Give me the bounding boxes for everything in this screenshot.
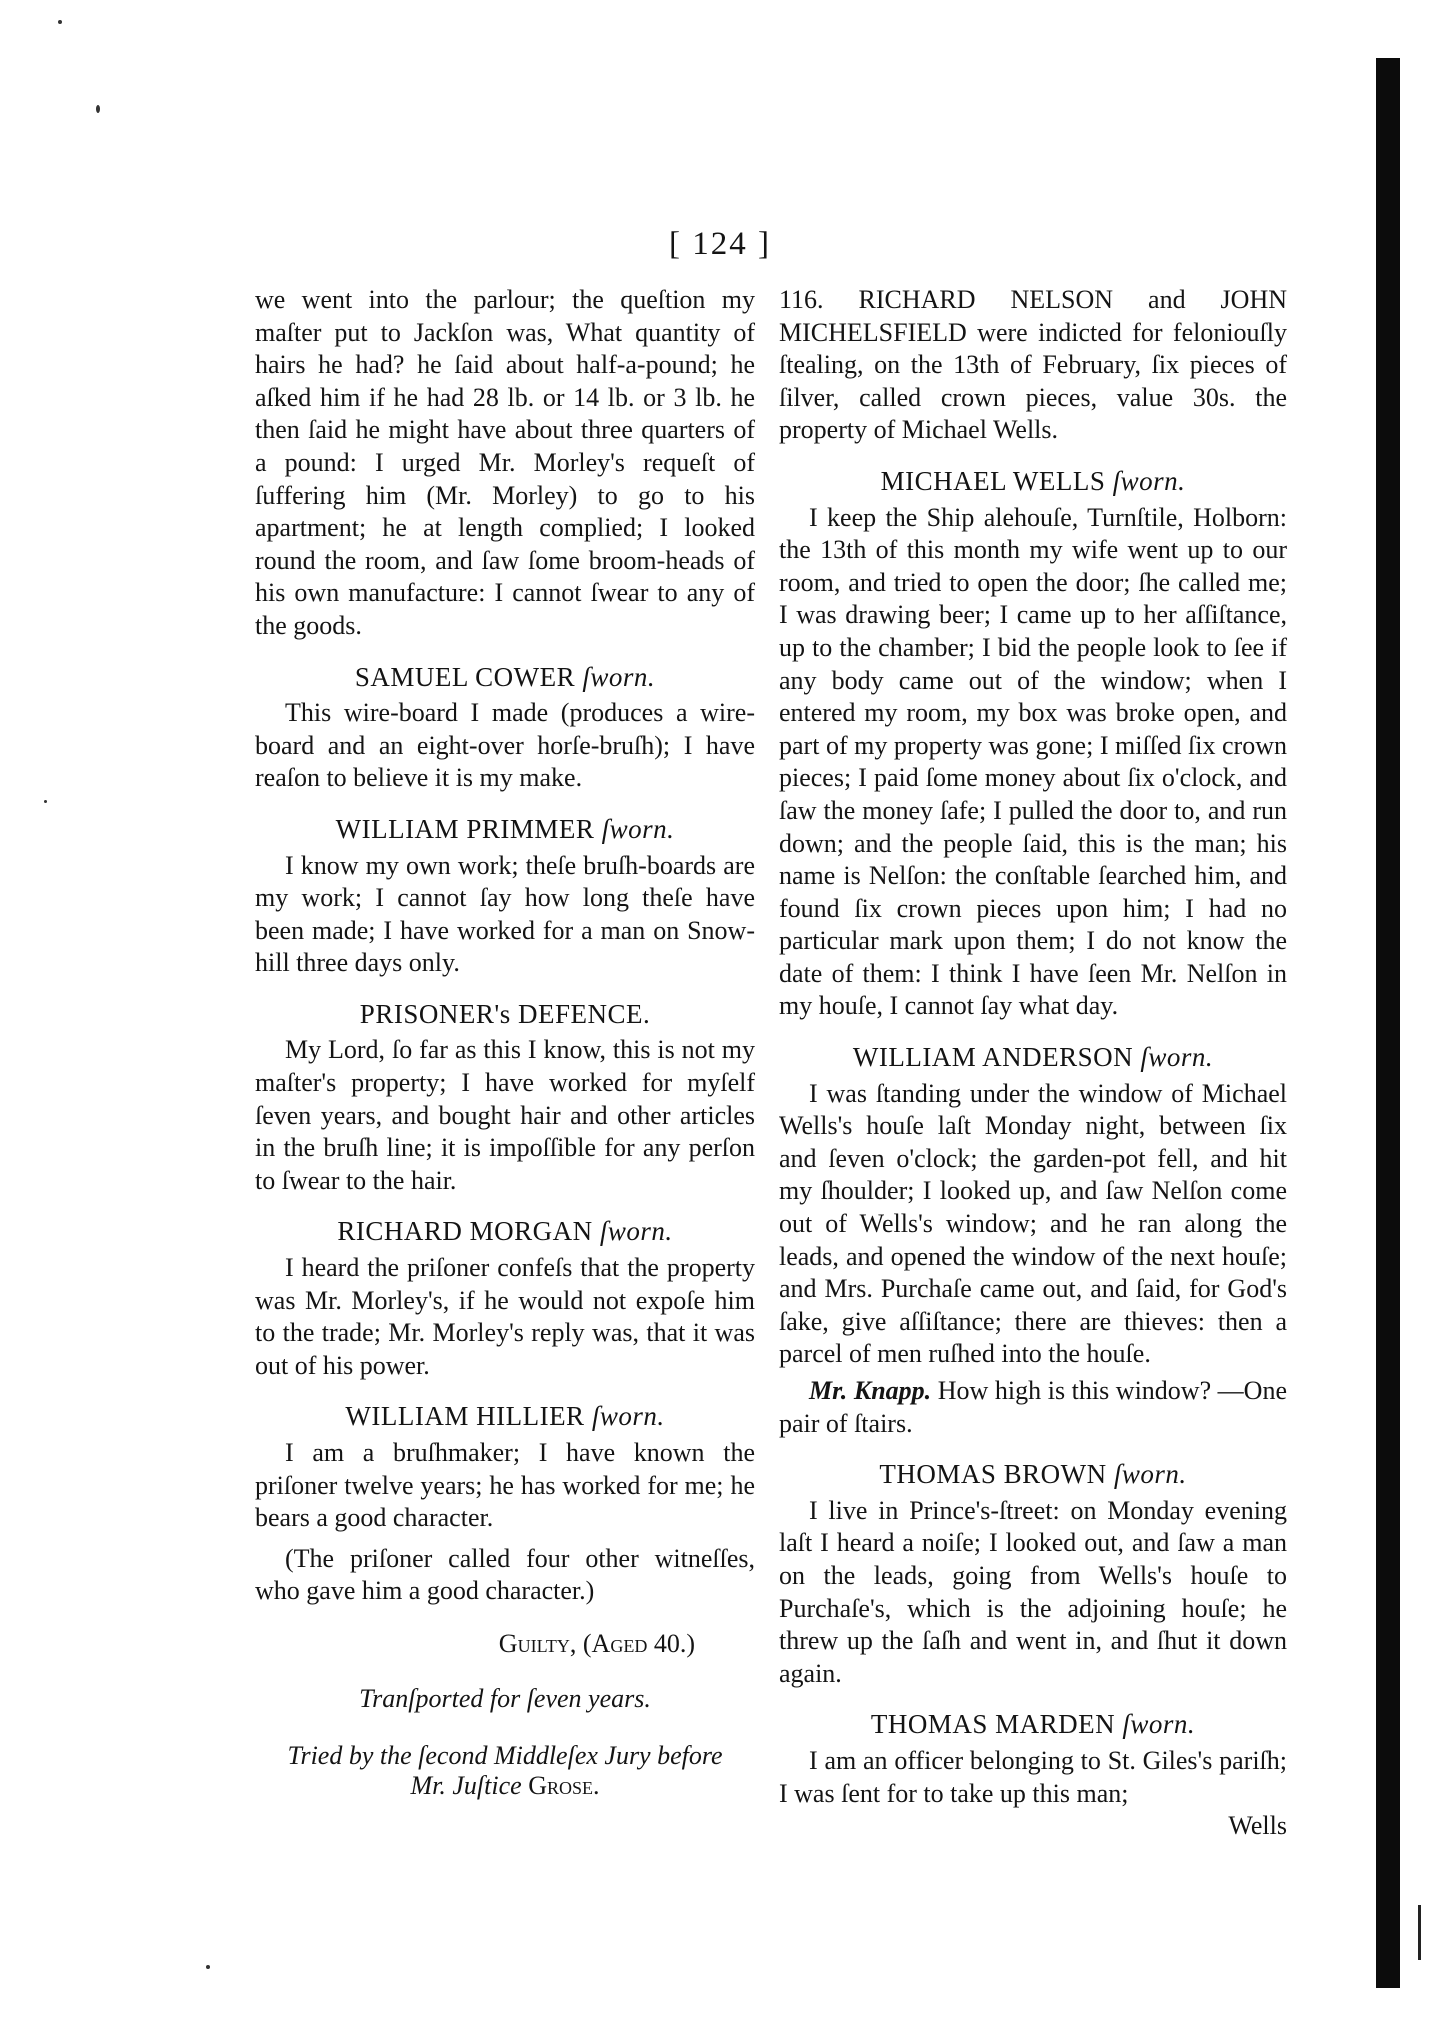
tried-line-2: Mr. Juſtice [410,1771,522,1801]
page-edge-mark [1418,1905,1421,1960]
witness-name: MICHAEL WELLS [880,465,1106,496]
question-text: How high is this window? —One pair of ſtairs. [779,1376,1287,1438]
testimony-paragraph: This wire-board I made (produces a wire-board and an eight-over horſe-bruſh); I have reaſon to believe it is my make. [255,698,755,793]
testimony-paragraph: I was ſtanding under the window of Michael Wells's houſe laſt Monday night, between ſix and ſeven o'clock; the garden-pot fell, and hit my ſhoulder; I looked up, and ſaw Nelſon come out of Wells's window; and he ran along the leads, and opened the window of the next houſe; and Mrs. Purchaſe came out, and ſaid, for God's ſake, give aſſiſtance; there are thieves: then a parcel of men ruſhed into the houſe. [779,1078,1287,1369]
tried-before [255,1741,755,1801]
defence-paragraph: My Lord, ſo far as this I know, this is not my maſter's property; I have worked for myſelf ſeven years, and bought hair and other articles in the bruſh line; it is impoſſible for any perſon to ſwear to the hair. [255,1035,755,1195]
witness-heading-brown [779,1458,1287,1491]
catchword: Wells [1228,1811,1287,1841]
indictment-paragraph: 116. RICHARD NELSON and JOHN MICHELSFIELD were indicted for feloniouſly ſtealing, on the 13th of February, ſix pieces of ſilver, called crown pieces, value 30s. the property of Michael Wells. [779,285,1287,445]
sworn-label: ſworn. [599,1216,673,1247]
verdict: Guilty, (Aged 40.) [498,1628,695,1658]
sworn-label: ſworn. [1122,1709,1196,1740]
witness-name: THOMAS MARDEN [870,1709,1116,1740]
tried-line-1: Tried by the ſecond Middleſex Jury before [287,1741,723,1771]
witness-heading-morgan [255,1215,755,1248]
testimony-paragraph: I am a bruſhmaker; I have known the priſoner twelve years; he has worked for me; he bears a good character. [255,1438,755,1533]
witness-heading-cower [255,661,755,694]
witness-heading-wells [779,465,1287,498]
testimony-paragraph: I am an officer belonging to St. Giles's pariſh; I was ſent for to take up this man; [779,1745,1287,1808]
sworn-label: ſworn. [591,1401,665,1432]
witness-name: SAMUEL COWER [354,661,576,692]
opening-paragraph: we went into the parlour; the queſtion my maſter put to Jackſon was, What quantity of hairs he had? he ſaid about half-a-pound; he aſked him if he had 28 lb. or 14 lb. or 3 lb. he then ſaid he might have about three quarters of a pound: I urged Mr. Morley's requeſt of ſuffering him (Mr. Morley) to go to his apartment; he at length complied; I looked round the room, and ſaw ſome broom-heads of his own manufacture: I cannot ſwear to any of the goods. [255,285,755,640]
testimony-paragraph: I know my own work; theſe bruſh-boards are my work; I cannot ſay how long theſe have been made; I have worked for a man on Snow-hill three days only. [255,850,755,978]
prisoner-defence-heading [255,998,755,1031]
testimony-paragraph: I live in Prince's-ſtreet: on Monday evening laſt I heard a noiſe; I looked out, and ſaw a man on the leads, going from Wells's houſe to Purchaſe's, which is the adjoining houſe; he threw up the ſaſh and went in, and ſhut it down again. [779,1495,1287,1688]
testimony-paragraph: I keep the Ship alehouſe, Turnſtile, Holborn: the 13th of this month my wife went up to our room, and tried to open the door; ſhe called me; I was drawing beer; I came up to her aſſiſtance, up to the chamber; I bid the people look to ſee if any body came out of the window; when I entered my room, my box was broke open, and part of my property was gone; I miſſed ſix crown pieces; I paid ſome money about ſix o'clock, and ſaw the money ſafe; I pulled the door to, and run down; and the people ſaid, this is the man; his name is Nelſon: the conſtable ſearched him, and found ſix crown pieces upon him; I had no particular mark upon them; I do not know the date of them: I think I have ſeen Mr. Nelſon in my houſe, I cannot ſay what day. [779,502,1287,1021]
scan-speck [206,1965,210,1969]
witness-heading-anderson [779,1041,1287,1074]
witness-name: THOMAS BROWN [879,1459,1107,1490]
page-edge-shadow [1376,58,1400,1988]
section-title: PRISONER's DEFENCE. [359,998,651,1029]
judge-name: Grose. [528,1771,600,1801]
question-speaker: Mr. Knapp. [809,1376,932,1405]
witness-heading-marden [779,1708,1287,1741]
sworn-label: ſworn. [582,661,656,692]
question-paragraph [779,1375,1287,1440]
sentence: Tranſported for ſeven years. [359,1683,651,1713]
scan-speck [58,20,62,24]
witness-name: RICHARD MORGAN [337,1216,593,1247]
sworn-label: ſworn. [1140,1042,1214,1073]
left-column [255,284,755,1801]
sworn-label: ſworn. [1113,1459,1187,1490]
scan-speck [44,800,47,803]
sworn-label: ſworn. [601,813,675,844]
witness-name: WILLIAM ANDERSON [852,1042,1134,1073]
sworn-label: ſworn. [1112,465,1186,496]
testimony-paragraph: I heard the priſoner confeſs that the property was Mr. Morley's, if he would not expoſe him to the trade; Mr. Morley's reply was, that it was out of his power. [255,1253,755,1380]
scan-speck [96,105,100,113]
character-witness-note: (The priſoner called four other witneſſes, who gave him a good character.) [255,1543,755,1606]
witness-name: WILLIAM PRIMMER [335,813,595,844]
witness-heading-primmer [255,813,755,846]
right-column [779,284,1287,1843]
page-number: [ 124 ] [669,226,771,262]
witness-name: WILLIAM HILLIER [345,1401,585,1432]
witness-heading-hillier [255,1400,755,1433]
